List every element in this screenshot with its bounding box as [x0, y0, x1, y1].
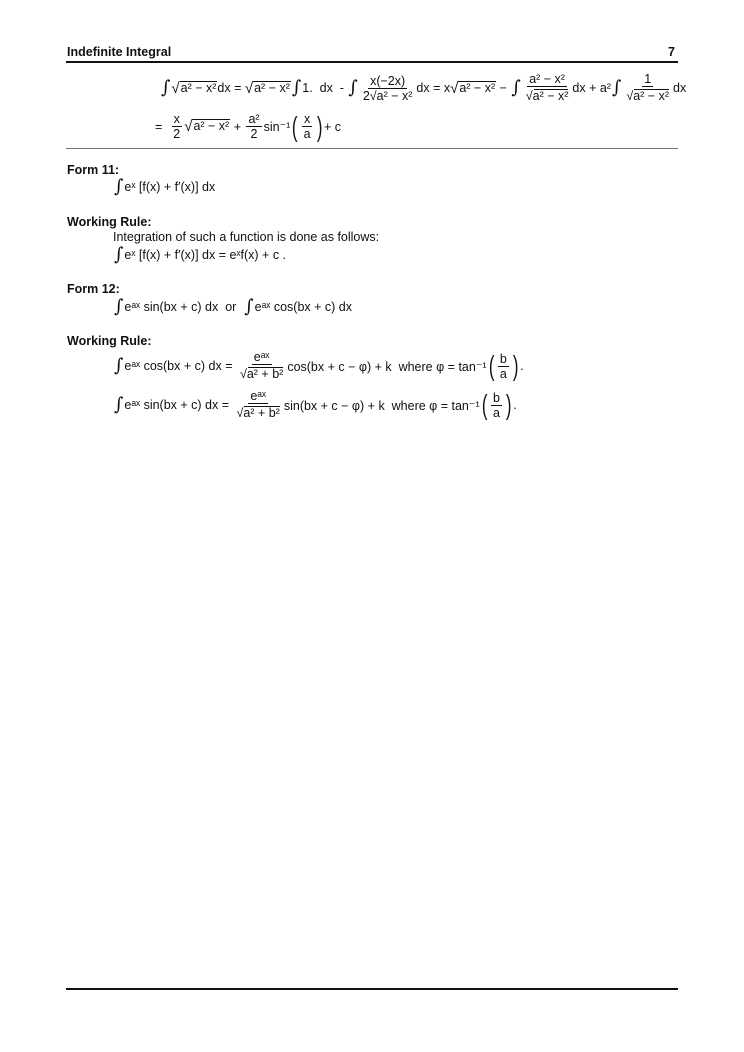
numerator — [302, 112, 312, 127]
math-text: dx = — [217, 81, 245, 95]
square-root — [450, 81, 496, 96]
form-11-expression — [113, 178, 215, 196]
integral-sign: ∫ — [114, 394, 124, 415]
radical-sign: √ — [450, 79, 459, 97]
denominator — [491, 406, 502, 420]
math-text: dx — [673, 81, 687, 95]
fraction — [235, 389, 282, 421]
math-text: + — [230, 119, 245, 134]
derivation-line-2 — [155, 112, 341, 141]
denominator — [302, 127, 313, 141]
denominator — [249, 127, 260, 141]
fraction — [302, 112, 313, 141]
square-root — [184, 119, 230, 134]
form-11-rule-text: Integration of such a function is done as follows: — [113, 230, 380, 244]
denominator — [238, 365, 285, 382]
math-text: cos(bx + c − φ) + k where φ = tan⁻¹ — [287, 359, 487, 374]
math-text: a — [303, 127, 311, 141]
form-12-working-rule-heading: Working Rule: — [67, 334, 152, 348]
denominator — [524, 87, 571, 104]
math-text: 2 — [173, 127, 181, 141]
integral-sign: ∫ — [348, 77, 358, 98]
numerator — [368, 74, 407, 89]
math-text: eˣ [f(x) + f′(x)] dx = eˣf(x) + c . — [124, 248, 287, 262]
integral-sign: ∫ — [114, 355, 124, 376]
radical-sign: √ — [184, 118, 193, 135]
denominator — [361, 89, 415, 103]
math-text: a — [492, 405, 500, 420]
math-text: a² — [248, 112, 260, 126]
square-root — [171, 81, 217, 96]
math-text: x — [304, 112, 311, 126]
form-11-rule-expression — [113, 246, 286, 264]
integral-sign: ∫ — [511, 77, 521, 98]
fraction — [246, 112, 261, 141]
square-root-expression: √a² + b² — [236, 406, 280, 420]
integral-sign: ∫ — [611, 77, 622, 98]
math-text: = — [155, 119, 170, 134]
integral-sign: ∫ — [114, 244, 124, 265]
integral-sign: ∫ — [291, 77, 302, 98]
numerator — [642, 72, 653, 87]
radicand: a² − x² — [180, 80, 217, 95]
numerator — [527, 72, 567, 87]
running-header-title: Indefinite Integral — [67, 45, 172, 59]
form-12-rule-expression-cos — [113, 350, 524, 382]
math-text: a² − x² — [529, 72, 565, 86]
math-text: b — [492, 390, 500, 405]
math-text: + c — [323, 119, 341, 134]
parenthesis: ( — [481, 389, 488, 420]
square-root-expression: √a² + b² — [239, 367, 284, 381]
math-text: b — [499, 351, 507, 366]
math-text: eᵃˣ — [250, 389, 267, 403]
radicand: a² − x² — [254, 80, 290, 95]
math-text: eᵃˣ — [253, 350, 270, 364]
math-text: x — [173, 112, 180, 126]
footer-rule — [66, 988, 678, 990]
form-12-expression — [113, 298, 352, 316]
parenthesis: ( — [488, 350, 495, 381]
denominator — [498, 367, 509, 381]
form-11-working-rule-heading: Working Rule: — [67, 215, 152, 229]
math-text: − — [496, 81, 511, 95]
fraction — [491, 391, 502, 420]
denominator — [235, 404, 282, 421]
integral-sign: ∫ — [161, 77, 171, 98]
denominator — [624, 87, 671, 104]
numerator — [252, 350, 272, 365]
radical-sign: √ — [244, 79, 254, 97]
radicand: a² − x² — [459, 80, 496, 95]
numerator — [491, 391, 502, 406]
parenthesis: ) — [505, 389, 512, 420]
math-text: 1. dx - — [302, 81, 348, 95]
math-text: . — [520, 359, 524, 373]
denominator — [171, 127, 182, 141]
fraction — [361, 74, 415, 103]
form-12-rule-expression-sin — [113, 389, 517, 421]
math-text: dx + a² — [572, 81, 611, 95]
integral-sign: ∫ — [114, 176, 124, 197]
math-text: a — [499, 366, 507, 381]
fraction — [238, 350, 285, 382]
derivation-line-1 — [160, 72, 686, 104]
square-root-expression: √a² − x² — [525, 89, 569, 103]
page-number: 7 — [668, 45, 675, 59]
fraction — [171, 112, 182, 141]
math-text: sin⁻¹ — [263, 120, 291, 134]
square-root-expression: √a² − x² — [626, 89, 669, 103]
math-text: dx = x — [416, 81, 451, 95]
math-text: x(−2x) — [370, 73, 406, 88]
math-text: eᵃˣ sin(bx + c) dx or — [124, 300, 244, 314]
numerator — [246, 112, 261, 127]
math-text: eᵃˣ sin(bx + c) dx = — [124, 398, 233, 412]
numerator — [172, 112, 182, 127]
fraction — [524, 72, 571, 104]
parenthesis: ( — [292, 110, 298, 142]
radical-sign: √ — [171, 79, 180, 97]
math-text: 1 — [644, 72, 652, 86]
radicand: a² − x² — [193, 119, 230, 134]
parenthesis: ) — [512, 350, 519, 381]
fraction — [498, 352, 509, 381]
math-text: 2 — [250, 127, 258, 141]
math-text: 2√a² − x² — [362, 88, 413, 103]
math-text: eᵃˣ cos(bx + c) dx — [254, 300, 352, 314]
numerator — [498, 352, 509, 367]
form-11-heading: Form 11: — [67, 163, 120, 177]
math-text: . — [513, 398, 517, 412]
math-text: sin(bx + c − φ) + k where φ = tan⁻¹ — [283, 398, 480, 413]
fraction — [624, 72, 671, 104]
numerator — [248, 389, 268, 404]
math-text: eˣ [f(x) + f′(x)] dx — [124, 180, 216, 194]
header-rule — [66, 61, 678, 63]
section-divider — [66, 148, 678, 149]
math-text: eᵃˣ cos(bx + c) dx = — [124, 359, 236, 373]
integral-sign: ∫ — [114, 296, 124, 317]
integral-sign: ∫ — [244, 296, 254, 317]
parenthesis: ) — [316, 110, 323, 142]
square-root — [245, 81, 291, 96]
form-12-heading: Form 12: — [67, 282, 120, 296]
